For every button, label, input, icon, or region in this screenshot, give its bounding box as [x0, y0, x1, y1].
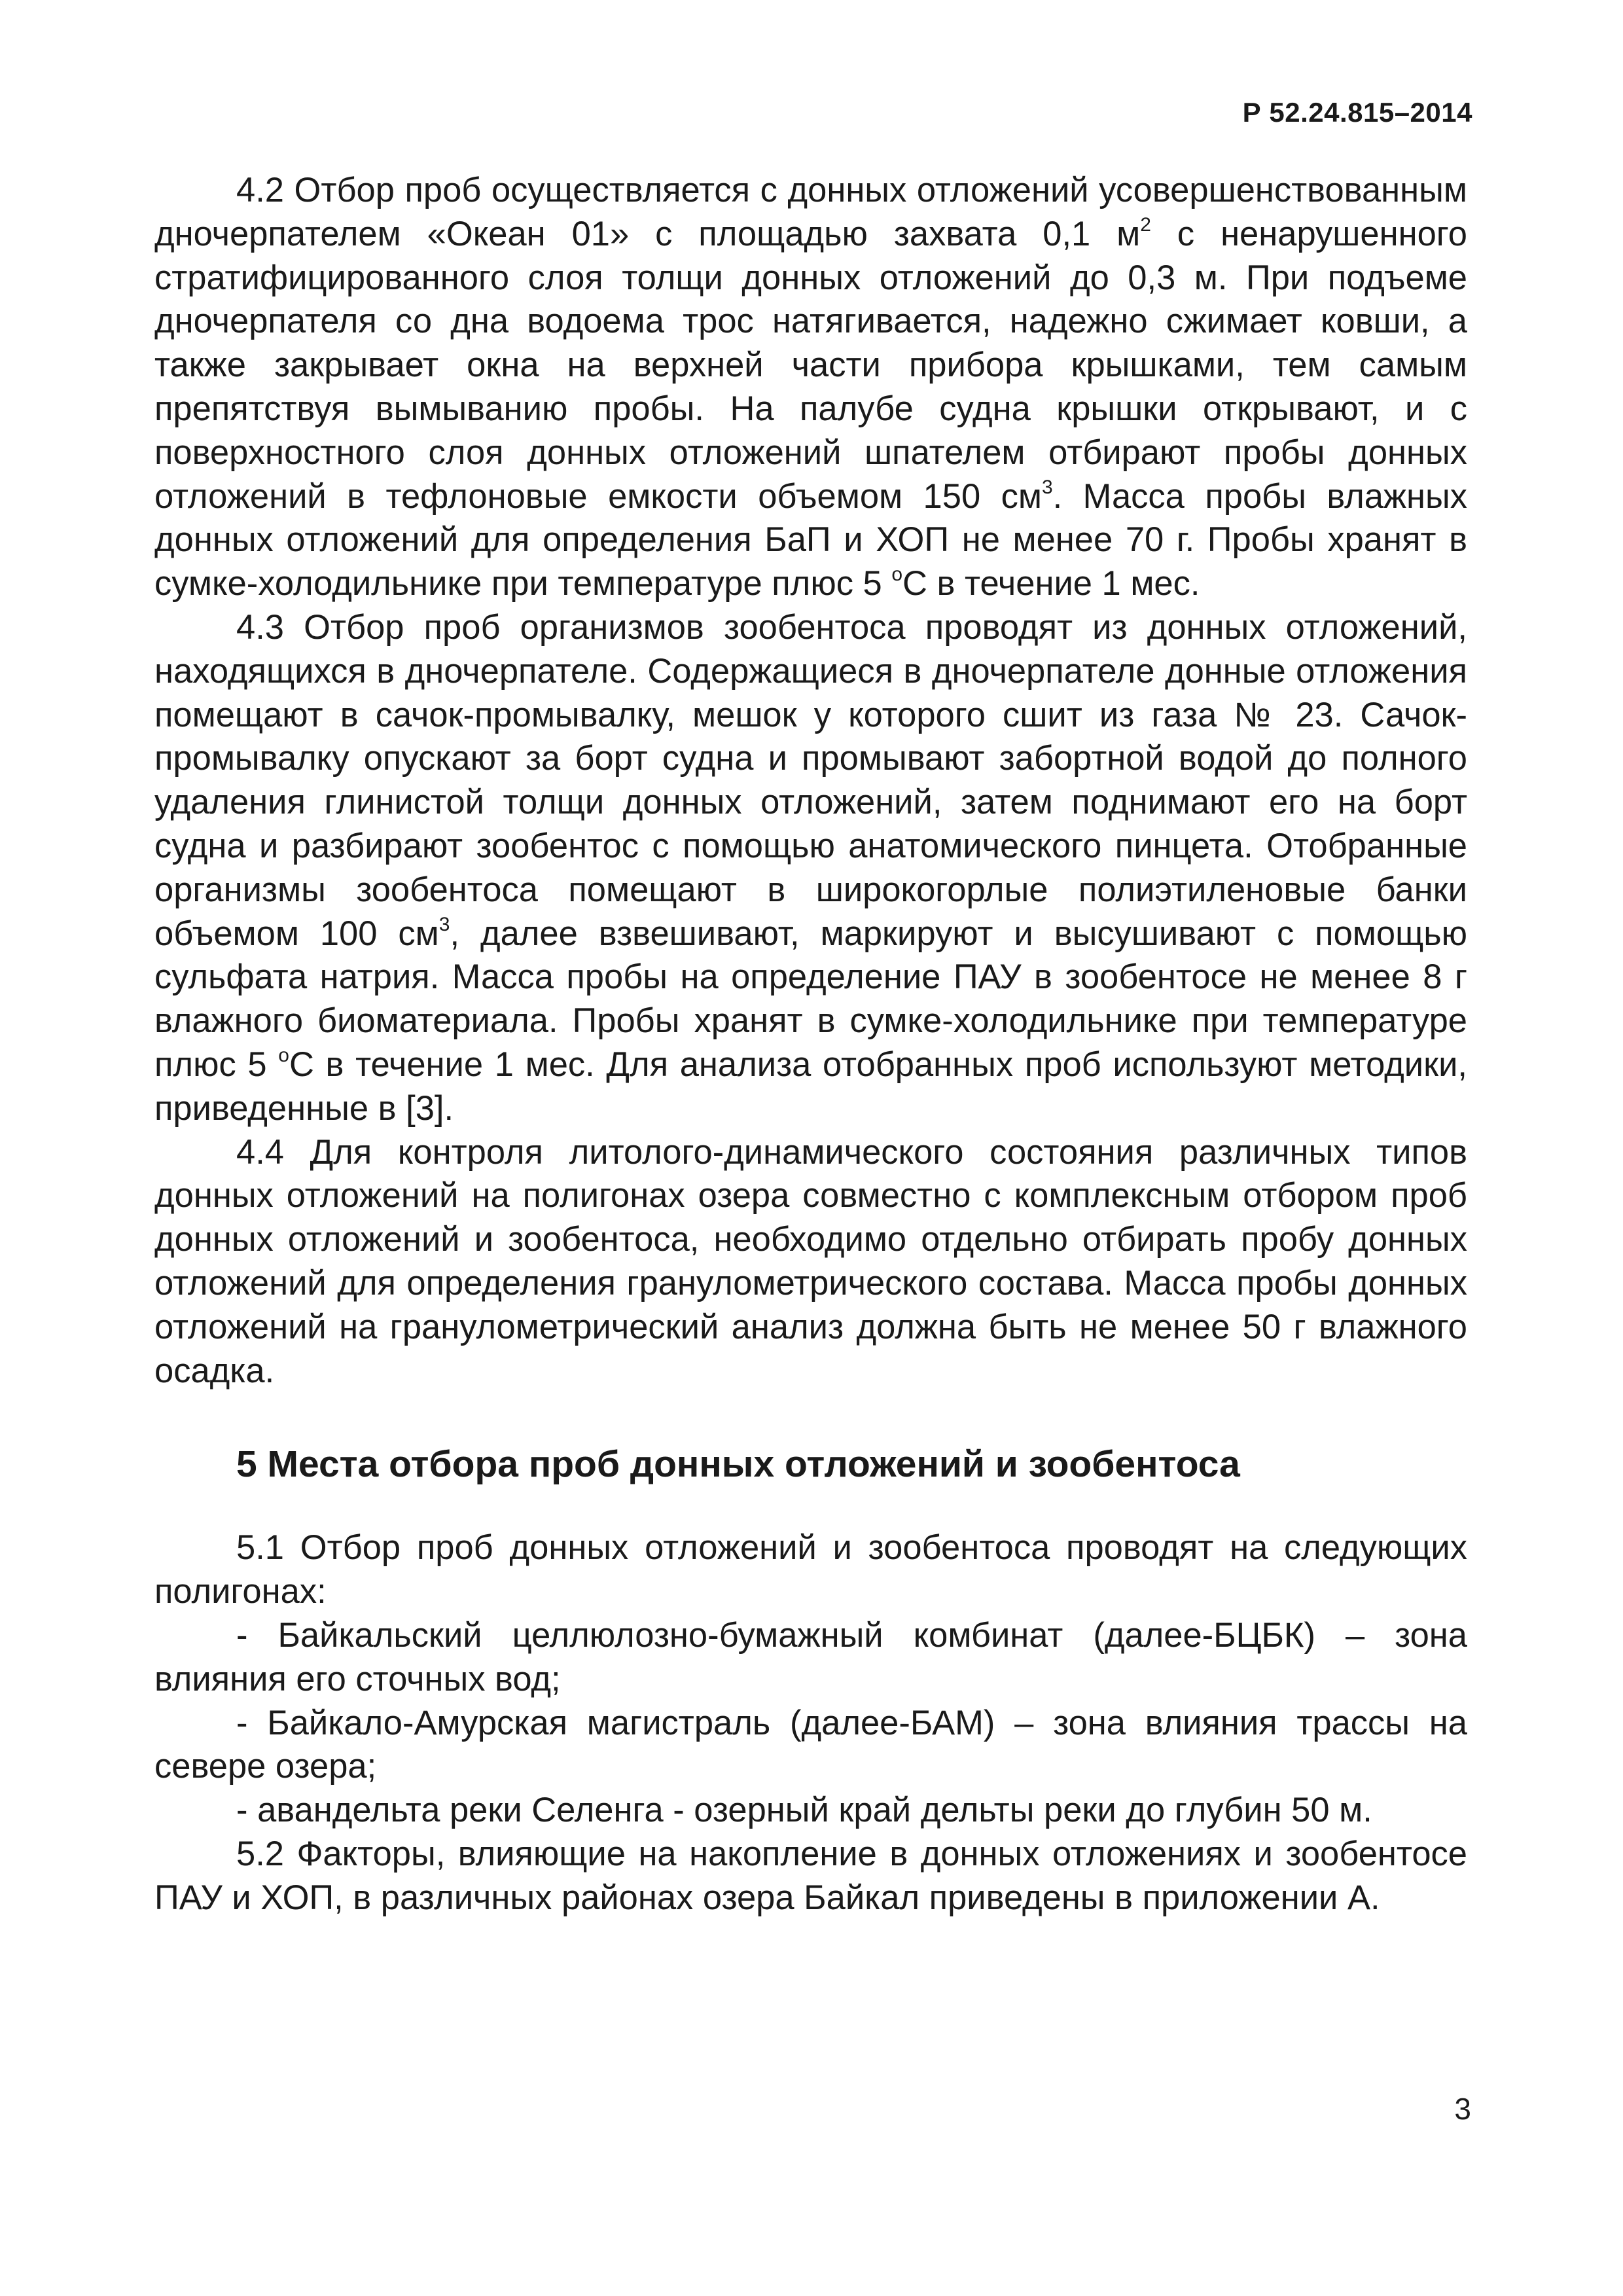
document-body	[154, 169, 1467, 1920]
section-5-title: 5 Места отбора проб донных отложений и зообентоса	[236, 1443, 1240, 1486]
paragraph-4-2: 4.2 Отбор проб осуществляется с донных отложений усовершенствованным дночерпателем «Океан 01» с площадью захвата 0,1 $м^2$ с ненарушенного стратифицированного слоя толщи донных отложений до 0,3 м. При подъеме дночерпателя со дна водоема трос натягивается, надежно сжимает ковши, а также закрывает окна на верхней части прибора крышками, тем самым препятствуя вымыванию пробы. На палубе судна крышки открывают, и с поверхностного слоя донных отложений шпателем отбирают пробы донных отложений в тефлоновые емкости объемом 150 $см^3$. Масса пробы влажных донных отложений для определения БаП и ХОП не менее 70 г. Пробы хранят в сумке-холодильнике при температуре плюс 5 $^о$С в течение 1 мес.	[154, 171, 1467, 603]
list-item: - Байкальский целлюлозно-бумажный комбинат (далее-БЦБК) – зона влияния его сточных вод;	[154, 1615, 1467, 1698]
document-code: Р 52.24.815–2014	[1242, 97, 1472, 128]
list-item: - авандельта реки Селенга - озерный край дельты реки до глубин 50 м.	[236, 1791, 1372, 1830]
paragraph-4-4: 4.4 Для контроля литолого-динамического состояния различных типов донных отложений на полигонах озера совместно с комплексным отбором проб донных отложений и зообентоса, необходимо отдельно отбирать пробу донных отложений для определения гранулометрического состава. Масса пробы донных отложений на гранулометрический анализ должна быть не менее 50 г влажного осадка.	[154, 1132, 1467, 1390]
paragraph-4-3: 4.3 Отбор проб организмов зообентоса проводят из донных отложений, находящихся в дночерпателе. Содержащиеся в дночерпателе донные отложения помещают в сачок-промывалку, мешок у которого сшит из газа № 23. Сачок-промывалку опускают за борт судна и промывают забортной водой до полного удаления глинистой толщи донных отложений, затем поднимают его на борт судна и разбирают зообентос с помощью анатомического пинцета. Отобранные организмы зообентоса помещают в широкогорлые полиэтиленовые банки объемом 100 $см^3$, далее взвешивают, маркируют и высушивают с помощью сульфата натрия. Масса пробы на определение ПАУ в зообентосе не менее 8 г влажного биоматериала. Пробы хранят в сумке-холодильнике при температуре плюс 5 $^о$С в течение 1 мес. Для анализа отобранных проб используют методики, приведенные в [3].	[154, 607, 1468, 1128]
paragraph-5-1: 5.1 Отбор проб донных отложений и зообентоса проводят на следующих полигонах:	[154, 1528, 1467, 1611]
paragraph-5-2: 5.2 Факторы, влияющие на накопление в донных отложениях и зообентосе ПАУ и ХОП, в различных районах озера Байкал приведены в приложении А.	[154, 1834, 1467, 1917]
list-item: - Байкало-Амурская магистраль (далее-БАМ) – зона влияния трассы на севере озера;	[154, 1703, 1467, 1786]
page-number: 3	[1454, 2092, 1471, 2126]
